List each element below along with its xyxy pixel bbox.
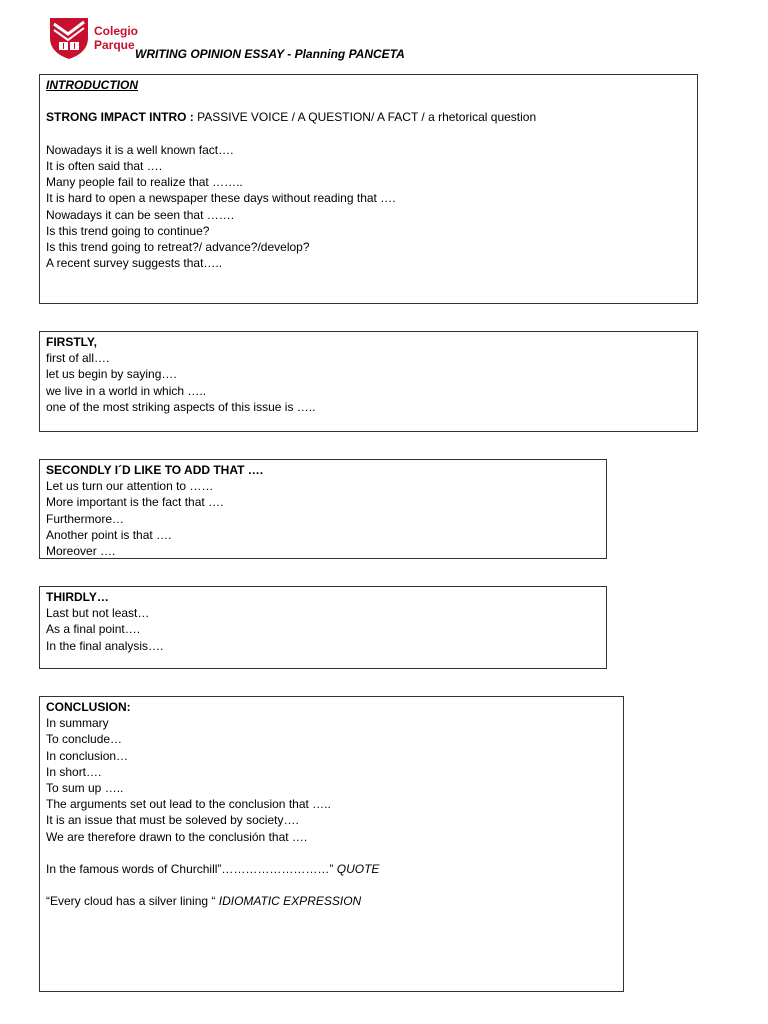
conclusion-phrase: To sum up ….. [46,781,124,796]
impact-intro-text: PASSIVE VOICE / A QUESTION/ A FACT / a rhetorical question [193,110,537,125]
conclusion-box [39,696,624,992]
impact-intro-line [46,109,691,125]
quote-label: QUOTE [336,862,380,877]
firstly-phrase: one of the most striking aspects of this issue is ….. [46,399,316,414]
conclusion-phrase: In conclusion… [46,748,129,763]
secondly-heading: SECONDLY I´D LIKE TO ADD THAT …. [46,463,264,477]
quote-line [46,861,617,877]
thirdly-box [39,586,607,669]
secondly-phrase: Moreover …. [46,544,116,559]
conclusion-phrase: It is an issue that must be soleved by society…. [46,813,299,828]
idiom-text: “Every cloud has a silver lining “ [46,894,219,909]
firstly-phrase: we live in a world in which ….. [46,383,207,398]
firstly-heading: FIRSTLY, [46,335,97,349]
introduction-box [39,74,698,304]
logo-line-2: Parque [94,38,135,52]
conclusion-phrase: We are therefore drawn to the conclusión that …. [46,829,308,844]
firstly-phrase: let us begin by saying…. [46,367,177,382]
logo-text [94,24,138,52]
thirdly-phrase: Last but not least… [46,606,150,621]
idiom-label: IDIOMATIC EXPRESSION [218,894,362,909]
intro-phrase: Is this trend going to retreat?/ advance?/develop? [46,240,310,254]
secondly-box [39,459,607,559]
firstly-box [39,331,698,432]
secondly-phrase: Let us turn our attention to …… [46,479,214,494]
secondly-phrase: Another point is that …. [46,527,172,542]
intro-phrase: Nowadays it is a well known fact…. [46,142,234,157]
conclusion-heading: CONCLUSION: [46,700,131,714]
logo-line-1: Colegio [94,24,138,38]
intro-phrase: It is often said that …. [46,158,163,173]
conclusion-phrase: In short…. [46,764,102,779]
conclusion-phrase: In summary [46,716,109,731]
impact-intro-label: STRONG IMPACT INTRO : [46,110,194,125]
document-title: WRITING OPINION ESSAY - Planning PANCETA [135,47,405,61]
thirdly-phrase: As a final point…. [46,622,141,637]
idiom-line [46,893,617,909]
intro-phrase: Nowadays it can be seen that ……. [46,207,235,222]
introduction-heading: INTRODUCTION [46,78,138,92]
firstly-phrase: first of all…. [46,351,110,366]
thirdly-heading: THIRDLY… [46,590,109,604]
thirdly-phrase: In the final analysis…. [46,638,164,653]
intro-phrase: It is hard to open a newspaper these days without reading that …. [46,191,396,206]
intro-phrase: Many people fail to realize that …….. [46,175,243,190]
secondly-phrase: Furthermore… [46,511,125,526]
intro-phrase: Is this trend going to continue? [46,223,210,238]
quote-text: In the famous words of Churchill”………………………” [46,862,337,877]
conclusion-phrase: To conclude… [46,732,123,747]
conclusion-phrase: The arguments set out lead to the conclusion that ….. [46,797,331,812]
intro-phrase: A recent survey suggests that….. [46,256,223,271]
secondly-phrase: More important is the fact that …. [46,495,224,510]
shield-logo-icon [48,16,90,60]
